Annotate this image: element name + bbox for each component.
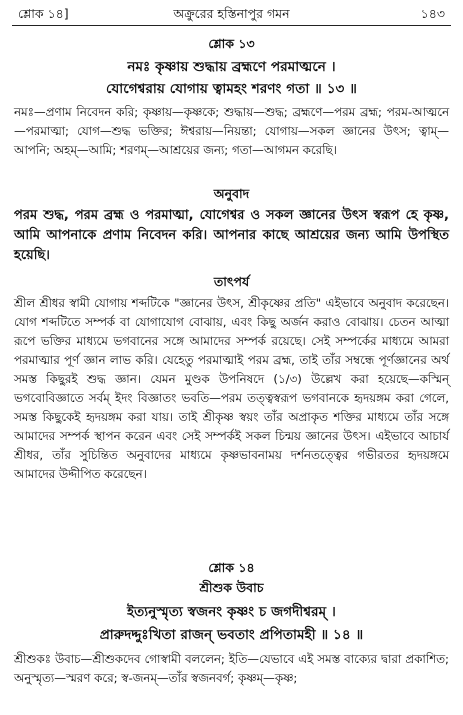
purport-heading: তাৎপর্য	[213, 274, 250, 289]
verse-13-line-2: যোগেশ্বরায় যোগায় ত্বামহং শরণং গতা ॥ ১৩ ॥	[106, 81, 357, 97]
purport-text: শ্রীল শ্রীধর স্বামী যোগায় শব্দটিকে "জ্ঞানের উৎস, শ্রীকৃষ্ণের প্রতি" এইভাবে অনুবাদ করেছেন। যোগ শব্দটিতে সম্পর্ক বা যোগাযোগ বোঝায়, এবং কিছু অর্জন করাও বোঝায়। চেতন আত্মা রূপে ভক্তির মাধ্যমে ভগবানের সঙ্গে আমাদের সম্পর্ক রয়েছে। সেই সম্পর্কের মাধ্যমে আমরা পরমাত্মার পূর্ণ জ্ঞান লাভ করি। যেহেতু পরমাত্মাই পরম ব্রহ্ম, তাই তাঁর সম্বন্ধে পূর্ণজ্ঞানের অর্থ সমস্ত কিছুরই শুদ্ধ জ্ঞান। যেমন মুণ্ডক উপনিষদে (১/৩) উল্লেখ করা হয়েছে—কস্মিন্ ভগবোবিজ্ঞাতে সর্বম্ ইদং বিজ্ঞাতং ভবতি—পরম তত্ত্বস্বরূপ ভগবানকে হৃদয়ঙ্গম করা গেলে, সমস্ত কিছুকেই হৃদয়ঙ্গম করা যায়। তাই শ্রীকৃষ্ণ স্বয়ং তাঁর অপ্রাকৃত শক্তির মাধ্যমে তাঁর সঙ্গে আমাদের সম্পর্ক স্থাপন করেন এবং সেই সম্পর্কই সকল চিন্ময় জ্ঞানের উৎস। এইভাবে আচার্য শ্রীধর, তাঁর সুচিন্তিত অনুবাদের মাধ্যমে কৃষ্ণভাবনাময় দর্শনতত্ত্বের গভীরতর হৃদয়ঙ্গমে আমাদের উদ্দীপিত করেছেন।	[14, 296, 449, 481]
verse-14-synonyms	[14, 650, 449, 688]
header-chapter-title: অক্রুরের হস্তিনাপুর গমন	[173, 6, 290, 21]
translation-text: পরম শুদ্ধ, পরম ব্রহ্ম ও পরমাত্মা, যোগেশ্বর ও সকল জ্ঞানের উৎস স্বরূপ হে কৃষ্ণ, আমি আপনাকে প্রণাম নিবেদন করি। আপনার কাছে আশ্রয়ের জন্য আমি উপস্থিত হয়েছি।	[14, 208, 449, 263]
verse-13-purport	[14, 294, 449, 484]
verse-14-line-2: প্রারুদদ্দুঃখিতা রাজন্ ভবতাং প্রপিতামহী ॥ ১৪ ॥	[99, 627, 364, 643]
verse-13-translation	[14, 206, 449, 266]
synonyms-text: শ্রীশুকঃ উবাচ—শ্রীশুকদেব গোস্বামী বললেন; ইতি—যেভাবে এই সমস্ত বাক্যের দ্বারা প্রকাশিত; অনুস্মৃত্য—স্মরণ করে; স্ব-জনম্—তাঁর স্বজনবর্গ; কৃষ্ণম্—কৃষ্ণ;	[14, 652, 449, 685]
verse-13-synonyms	[14, 103, 449, 160]
verse-14-line-1: ইত্যনুস্মৃত্য স্বজনং কৃষ্ণং চ জগদীশ্বরম্ ।	[127, 604, 336, 620]
verse-13-heading: শ্লোক ১৩	[208, 36, 255, 51]
header-verse-ref: শ্লোক ১৪]	[18, 6, 69, 21]
verse-14-speaker: শ্রীশুক উবাচ	[199, 580, 264, 595]
header-divider	[12, 25, 451, 26]
translation-heading: অনুবাদ	[213, 186, 250, 201]
synonyms-text: নমঃ—প্রণাম নিবেদন করি; কৃষ্ণায়—কৃষ্ণকে; শুদ্ধায়—শুদ্ধ; ব্রহ্মণে—পরম ব্রহ্ম; পরম-আত্মনে—পরমাত্মা; যোগ—শুদ্ধ ভক্তির; ঈশ্বরায়—নিয়ন্তা; যোগায়—সকল জ্ঞানের উৎস; ত্বাম্—আপনি; অহম্—আমি; শরণম্—আশ্রয়ের জন্য; গতা—আগমন করেছি।	[14, 105, 449, 157]
verse-13-line-1: নমঃ কৃষ্ণায় শুদ্ধায় ব্রহ্মণে পরমাত্মনে ।	[127, 59, 336, 75]
running-header	[12, 6, 451, 24]
verse-14-heading: শ্লোক ১৪	[208, 560, 255, 575]
page-number: ১৪৩	[420, 6, 445, 21]
